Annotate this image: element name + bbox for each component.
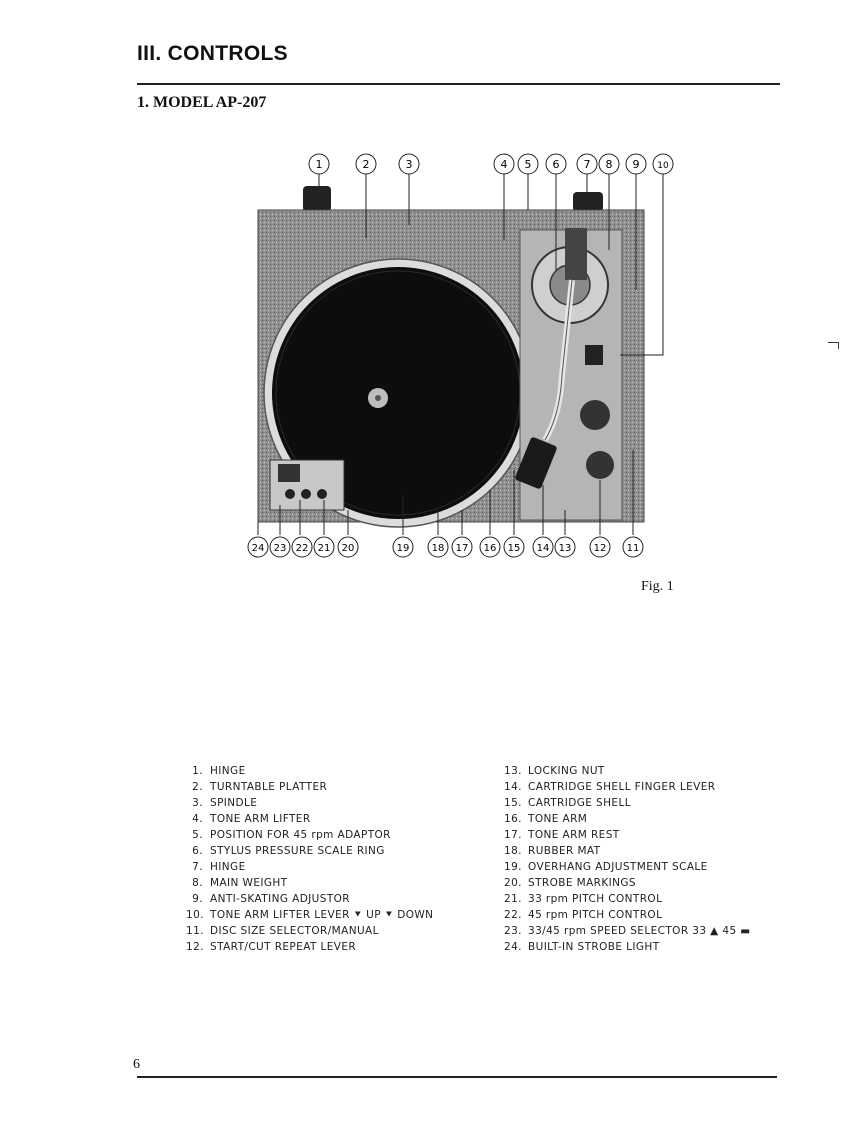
legend-item: 1. HINGE (192, 765, 246, 777)
callout-15 (504, 537, 524, 557)
svg-text:21: 21 (317, 543, 331, 554)
legend-right-column (504, 763, 751, 955)
svg-text:6: 6 (552, 158, 560, 171)
svg-text:24: 24 (251, 543, 265, 554)
svg-text:1: 1 (315, 158, 323, 171)
turntable-figure (240, 150, 669, 570)
figure-caption: Fig. 1 (641, 579, 674, 594)
header-rule (137, 83, 780, 85)
legend-item: 10. TONE ARM LIFTER LEVER ⯆ UP ⯆ DOWN (186, 909, 434, 921)
legend-item: 12. START/CUT REPEAT LEVER (186, 941, 357, 953)
callout-21 (314, 537, 334, 557)
svg-text:18: 18 (431, 543, 445, 554)
legend-item: 11. DISC SIZE SELECTOR/MANUAL (186, 925, 379, 937)
callout-2 (356, 154, 376, 174)
callout-6 (546, 154, 566, 174)
svg-text:9: 9 (632, 158, 640, 171)
callouts-top (309, 154, 673, 174)
callout-18 (428, 537, 448, 557)
legend-item: 17. TONE ARM REST (504, 829, 620, 841)
svg-text:14: 14 (536, 543, 550, 554)
legend-item: 2. TURNTABLE PLATTER (192, 781, 328, 793)
legend-item: 9. ANTI-SKATING ADJUSTOR (192, 893, 350, 905)
svg-text:5: 5 (524, 158, 532, 171)
legend-item: 21. 33 rpm PITCH CONTROL (504, 893, 663, 905)
callout-9 (626, 154, 646, 174)
callout-13 (555, 537, 575, 557)
callout-14 (533, 537, 553, 557)
svg-text:11: 11 (626, 543, 640, 554)
legend-left-column (186, 763, 433, 955)
svg-text:4: 4 (500, 158, 508, 171)
legend-item: 23. 33/45 rpm SPEED SELECTOR 33 ▲ 45 ▬ (504, 925, 751, 937)
svg-text:17: 17 (455, 543, 469, 554)
callout-19 (393, 537, 413, 557)
callout-11 (623, 537, 643, 557)
legend-item: 14. CARTRIDGE SHELL FINGER LEVER (504, 781, 716, 793)
legend-item: 20. STROBE MARKINGS (504, 877, 636, 889)
legend-item: 15. CARTRIDGE SHELL (504, 797, 631, 809)
legend-item: 8. MAIN WEIGHT (192, 877, 288, 889)
svg-text:8: 8 (605, 158, 613, 171)
svg-text:2: 2 (362, 158, 370, 171)
legend-item: 16. TONE ARM (504, 813, 588, 825)
legend-item: 5. POSITION FOR 45 rpm ADAPTOR (192, 829, 391, 841)
page-number: 6 (133, 1057, 140, 1072)
legend-item: 3. SPINDLE (192, 797, 258, 809)
legend-item: 19. OVERHANG ADJUSTMENT SCALE (504, 861, 708, 873)
callout-20 (338, 537, 358, 557)
legend-item: 24. BUILT-IN STROBE LIGHT (504, 941, 660, 953)
footer-rule (137, 1076, 777, 1078)
svg-text:10: 10 (657, 161, 669, 171)
callout-23 (270, 537, 290, 557)
callout-4 (494, 154, 514, 174)
svg-text:13: 13 (558, 543, 572, 554)
svg-text:7: 7 (583, 158, 591, 171)
svg-text:3: 3 (405, 158, 413, 171)
callout-24 (248, 537, 268, 557)
section-title: III. CONTROLS (137, 42, 288, 65)
legend-item: 18. RUBBER MAT (504, 845, 601, 857)
svg-text:19: 19 (396, 543, 410, 554)
svg-text:23: 23 (273, 543, 287, 554)
svg-text:12: 12 (593, 543, 607, 554)
callout-1 (309, 154, 329, 174)
turntable-photo (258, 186, 644, 527)
svg-text:16: 16 (483, 543, 497, 554)
legend-item: 4. TONE ARM LIFTER (192, 813, 311, 825)
legend-item: 13. LOCKING NUT (504, 765, 605, 777)
svg-text:15: 15 (507, 543, 521, 554)
callout-17 (452, 537, 472, 557)
legend-item: 6. STYLUS PRESSURE SCALE RING (192, 845, 385, 857)
callout-8 (599, 154, 619, 174)
callouts-bottom (248, 537, 643, 557)
callout-7 (577, 154, 597, 174)
model-title: 1. MODEL AP-207 (137, 94, 267, 111)
callout-10 (653, 154, 673, 174)
margin-mark (828, 342, 839, 349)
legend-item: 7. HINGE (192, 861, 246, 873)
callout-12 (590, 537, 610, 557)
callout-5 (518, 154, 538, 174)
callout-3 (399, 154, 419, 174)
svg-text:22: 22 (295, 543, 309, 554)
callout-22 (292, 537, 312, 557)
legend-item: 22. 45 rpm PITCH CONTROL (504, 909, 663, 921)
svg-text:20: 20 (341, 543, 355, 554)
callout-16 (480, 537, 500, 557)
